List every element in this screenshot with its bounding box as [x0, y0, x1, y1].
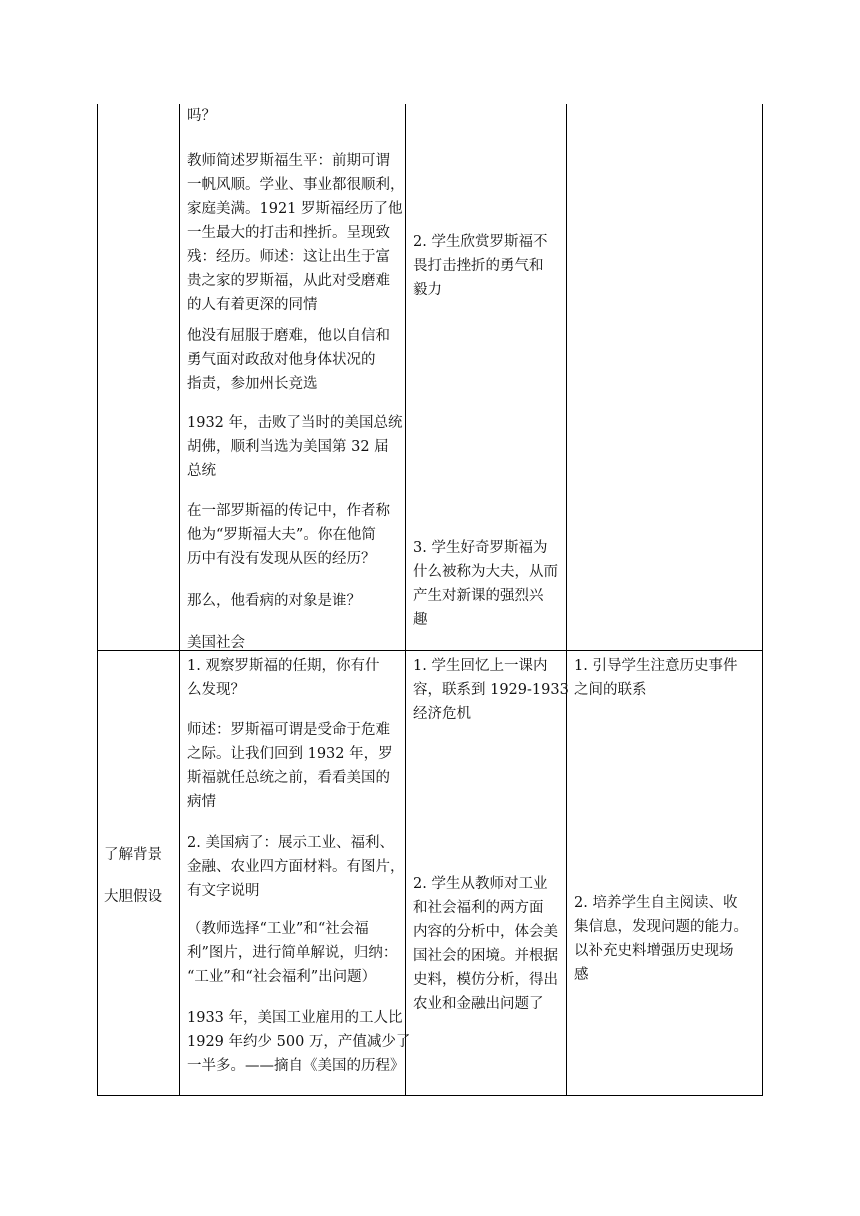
text-line: 感 [574, 967, 589, 983]
text-line: 胡佛，顺利当选为美国第 32 届 [187, 439, 389, 455]
text-line: 大胆假设 [104, 889, 162, 905]
text-line: 什么被称为大夫，从而 [413, 564, 558, 580]
text-line: （教师选择“工业”和“社会福 [187, 921, 369, 937]
text-line: 和社会福利的两方面 [413, 900, 544, 916]
text-line: 师述：罗斯福可谓是受命于危难 [187, 722, 390, 738]
student-paragraph [413, 872, 558, 1016]
table-border-col2 [405, 104, 406, 1096]
text-line: 总统 [187, 463, 216, 479]
stage-label [104, 885, 162, 909]
text-line: 一半多。——摘自《美国的历程》 [187, 1058, 405, 1074]
text-line: 勇气面对政敌对他身体状况的 [187, 352, 376, 368]
text-line: 农业和金融出问题了 [413, 996, 544, 1012]
text-line: 家庭美满。1921 罗斯福经历了他 [187, 201, 403, 217]
teacher-paragraph [187, 917, 397, 989]
text-line: 金融、农业四方面材料。有图片， [187, 859, 405, 875]
text-line: “工业”和“社会福利”出问题） [187, 969, 377, 985]
teacher-paragraph [187, 411, 403, 483]
table-border-right [762, 104, 763, 1096]
text-line: 之际。让我们回到 1932 年，罗 [187, 746, 393, 762]
text-line: 以补充史料增强历史现场 [574, 943, 734, 959]
text-line: 1929 年约少 500 万，产值减少了 [187, 1034, 411, 1050]
table-border-bottom [97, 1095, 763, 1096]
text-line: 历中有没有发现从医的经历？ [187, 551, 376, 567]
text-line: 之间的联系 [574, 682, 647, 698]
table-border-col1 [179, 104, 180, 1096]
teacher-paragraph [187, 104, 216, 128]
text-line: 趣 [413, 612, 428, 628]
teacher-paragraph [187, 1006, 410, 1078]
table-border-left [97, 104, 98, 1096]
text-line: 有文字说明 [187, 883, 260, 899]
text-line: 一帆风顺。学业、事业都很顺利， [187, 177, 405, 193]
purpose-paragraph [574, 654, 737, 702]
text-line: 残：经历。师述：这让出生于富 [187, 249, 390, 265]
text-line: 1933 年，美国工业雇用的工人比 [187, 1010, 403, 1026]
purpose-paragraph [574, 891, 748, 987]
text-line: 那么，他看病的对象是谁？ [187, 593, 361, 609]
text-line: 2. 学生从教师对工业 [413, 876, 548, 892]
text-line: 畏打击挫折的勇气和 [413, 258, 544, 274]
text-line: 2. 培养学生自主阅读、收 [574, 895, 738, 911]
text-line: 1932 年，击败了当时的美国总统 [187, 415, 403, 431]
text-line: 1. 观察罗斯福的任期，你有什 [187, 658, 380, 674]
text-line: 了解背景 [104, 847, 162, 863]
text-line: 他为“罗斯福大夫”。你在他简 [187, 527, 376, 543]
text-line: 1. 引导学生注意历史事件 [574, 658, 738, 674]
text-line: 利”图片，进行简单解说，归纳： [187, 945, 398, 961]
teacher-paragraph [187, 324, 390, 396]
text-line: 容，联系到 1929-1933 [413, 682, 569, 698]
text-line: 国社会的困境。并根据 [413, 948, 558, 964]
stage-label [104, 843, 162, 867]
text-line: 1. 学生回忆上一课内 [413, 658, 548, 674]
text-line: 集信息，发现问题的能力。 [574, 919, 748, 935]
teacher-paragraph [187, 631, 245, 655]
text-line: 么发现？ [187, 682, 245, 698]
teacher-paragraph [187, 718, 393, 814]
teacher-paragraph [187, 499, 390, 571]
student-paragraph [413, 654, 569, 726]
text-line: 吗？ [187, 108, 216, 124]
text-line: 史料，模仿分析，得出 [413, 972, 558, 988]
text-line: 2. 美国病了：展示工业、福利、 [187, 835, 394, 851]
text-line: 的人有着更深的同情 [187, 297, 318, 313]
text-line: 指责，参加州长竞选 [187, 376, 318, 392]
text-line: 美国社会 [187, 635, 245, 651]
text-line: 毅力 [413, 282, 442, 298]
text-line: 一生最大的打击和挫折。呈现致 [187, 225, 390, 241]
teacher-paragraph [187, 831, 405, 903]
text-line: 斯福就任总统之前，看看美国的 [187, 770, 390, 786]
teacher-paragraph [187, 589, 361, 613]
text-line: 内容的分析中，体会美 [413, 924, 558, 940]
text-line: 产生对新课的强烈兴 [413, 588, 544, 604]
text-line: 病情 [187, 794, 216, 810]
student-paragraph [413, 536, 558, 632]
text-line: 贵之家的罗斯福，从此对受磨难 [187, 273, 390, 289]
table-border-col3 [566, 104, 567, 1096]
text-line: 他没有屈服于磨难，他以自信和 [187, 328, 390, 344]
text-line: 经济危机 [413, 706, 471, 722]
text-line: 教师简述罗斯福生平：前期可谓 [187, 153, 390, 169]
teacher-paragraph [187, 654, 379, 702]
teacher-paragraph [187, 149, 405, 317]
student-paragraph [413, 230, 547, 302]
text-line: 2. 学生欣赏罗斯福不 [413, 234, 548, 250]
text-line: 3. 学生好奇罗斯福为 [413, 540, 548, 556]
text-line: 在一部罗斯福的传记中，作者称 [187, 503, 390, 519]
